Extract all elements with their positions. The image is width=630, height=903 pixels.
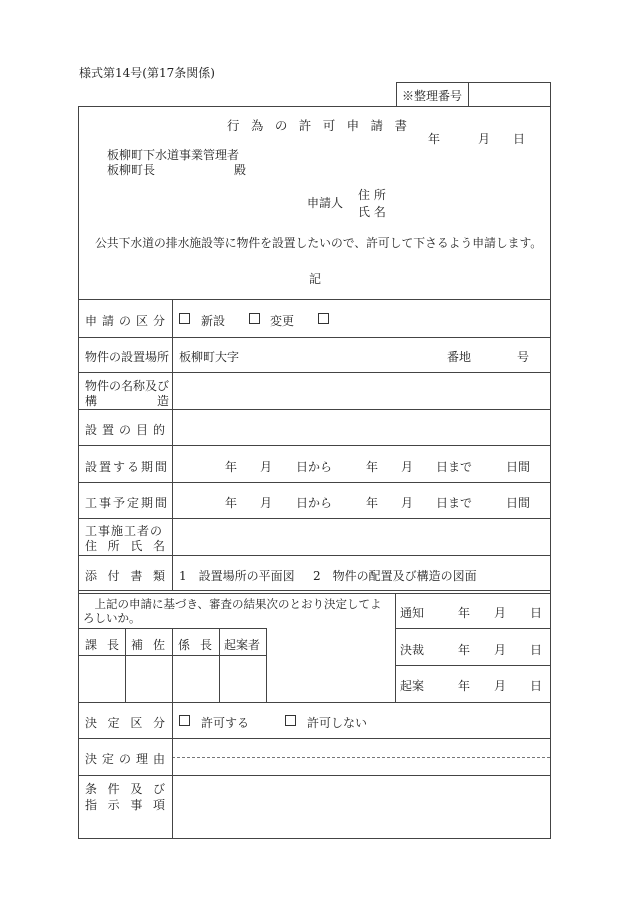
construction-until-label: 日まで — [436, 496, 473, 510]
decision-category-label: 決 定 区 分 — [85, 716, 165, 730]
approval-day-label: 日 — [530, 643, 543, 657]
notice-year-label: 年 — [458, 606, 471, 620]
name-structure-field[interactable] — [176, 376, 546, 406]
notice-date-label: 通知 — [400, 606, 425, 620]
conditions-label-line2: 指 示 事 項 — [85, 798, 165, 812]
contractor-label-line1: 工事施工者の — [85, 524, 164, 538]
notice-month-label: 月 — [494, 606, 507, 620]
attachment-item-2: 2 物件の配置及び構造の図面 — [313, 569, 477, 583]
period-from-label: 日から — [296, 460, 333, 474]
construction-days-label: 日間 — [506, 496, 531, 510]
addressee-line1: 板柳町下水道事業管理者 — [107, 148, 240, 162]
location-prefix: 板柳町大字 — [179, 350, 240, 364]
permit-checkbox[interactable] — [179, 715, 190, 726]
document-title: 行 為 の 許 可 申 請 書 — [227, 118, 407, 133]
notice-day-label: 日 — [530, 606, 543, 620]
conditions-label-line1: 条 件 及 び — [85, 782, 165, 796]
location-banchi-label: 番地 — [447, 350, 472, 364]
approval-date-label: 決裁 — [400, 643, 425, 657]
draft-month-label: 月 — [494, 679, 507, 693]
form-number-label: 様式第14号(第17条関係) — [79, 66, 215, 80]
period-month2-label: 月 — [401, 460, 414, 474]
approval-month-label: 月 — [494, 643, 507, 657]
stamp-label-kiansha: 起案者 — [224, 638, 261, 652]
draft-year-label: 年 — [458, 679, 471, 693]
decision-reason-field[interactable] — [176, 741, 546, 772]
name-structure-label-a: 構 — [85, 394, 98, 408]
stamp-label-kakaricho: 係 長 — [178, 638, 212, 652]
stamp-box-hosa[interactable] — [127, 657, 171, 700]
new-label: 新設 — [201, 314, 226, 328]
stamp-box-kacho[interactable] — [80, 657, 124, 700]
applicant-name-label: 氏 名 — [358, 205, 386, 219]
period-until-label: 日まで — [436, 460, 473, 474]
period-label: 設置する期間 — [85, 460, 170, 474]
draft-date-label: 起案 — [400, 679, 425, 693]
applicant-label: 申請人 — [307, 196, 344, 210]
approval-year-label: 年 — [458, 643, 471, 657]
period-year2-label: 年 — [366, 460, 379, 474]
category-label: 申 請 の 区 分 — [85, 314, 165, 328]
applicant-address-field[interactable] — [400, 184, 545, 200]
period-month-label: 月 — [260, 460, 273, 474]
purpose-field[interactable] — [176, 412, 546, 442]
contractor-field[interactable] — [176, 521, 546, 551]
contractor-label-line2: 住 所 氏 名 — [85, 539, 165, 553]
applicant-name-field[interactable] — [400, 201, 545, 217]
reference-number-field[interactable] — [470, 84, 549, 104]
draft-day-label: 日 — [530, 679, 543, 693]
new-checkbox[interactable] — [179, 313, 190, 324]
conditions-field[interactable] — [176, 778, 546, 835]
application-statement: 公共下水道の排水施設等に物件を設置したいので、許可して下さるよう申請します。 — [95, 236, 543, 250]
name-structure-label-b: 造 — [157, 394, 170, 408]
applicant-address-label: 住 所 — [358, 188, 386, 202]
period-days-label: 日間 — [506, 460, 531, 474]
attachment-item-1: 1 設置場所の平面図 — [179, 569, 295, 583]
decision-request-text: 上記の申請に基づき、審査の結果次のとおり決定してよろしいか。 — [83, 597, 382, 625]
purpose-label: 設 置 の 目 的 — [85, 423, 165, 437]
addressee-honorific: 殿 — [234, 163, 247, 177]
ki-label: 記 — [309, 272, 322, 286]
addressee-line2: 板柳町長 — [107, 163, 156, 177]
deny-checkbox[interactable] — [285, 715, 296, 726]
deny-label: 許可しない — [307, 716, 368, 730]
date-day-label: 日 — [513, 132, 526, 146]
location-go-label: 号 — [517, 350, 530, 364]
construction-month-label: 月 — [260, 496, 273, 510]
location-label: 物件の設置場所 — [85, 350, 170, 364]
change-label: 変更 — [270, 314, 295, 328]
date-year-label: 年 — [428, 132, 441, 146]
stamp-label-hosa: 補 佐 — [131, 638, 165, 652]
reference-number-label: ※整理番号 — [402, 89, 463, 103]
construction-year-label: 年 — [225, 496, 238, 510]
period-year-label: 年 — [225, 460, 238, 474]
construction-year2-label: 年 — [366, 496, 379, 510]
stamp-label-kacho: 課 長 — [85, 638, 119, 652]
date-month-label: 月 — [478, 132, 491, 146]
stamp-box-kiansha[interactable] — [221, 657, 265, 700]
other-checkbox[interactable] — [318, 313, 329, 324]
change-checkbox[interactable] — [249, 313, 260, 324]
construction-from-label: 日から — [296, 496, 333, 510]
permit-label: 許可する — [201, 716, 250, 730]
attachments-label: 添 付 書 類 — [85, 569, 165, 583]
decision-reason-label: 決 定 の 理 由 — [85, 752, 165, 766]
construction-month2-label: 月 — [401, 496, 414, 510]
location-field[interactable] — [240, 342, 440, 366]
construction-period-label: 工事予定期間 — [85, 496, 170, 510]
stamp-box-kakaricho[interactable] — [174, 657, 218, 700]
name-structure-label-line1: 物件の名称及び — [85, 379, 170, 393]
